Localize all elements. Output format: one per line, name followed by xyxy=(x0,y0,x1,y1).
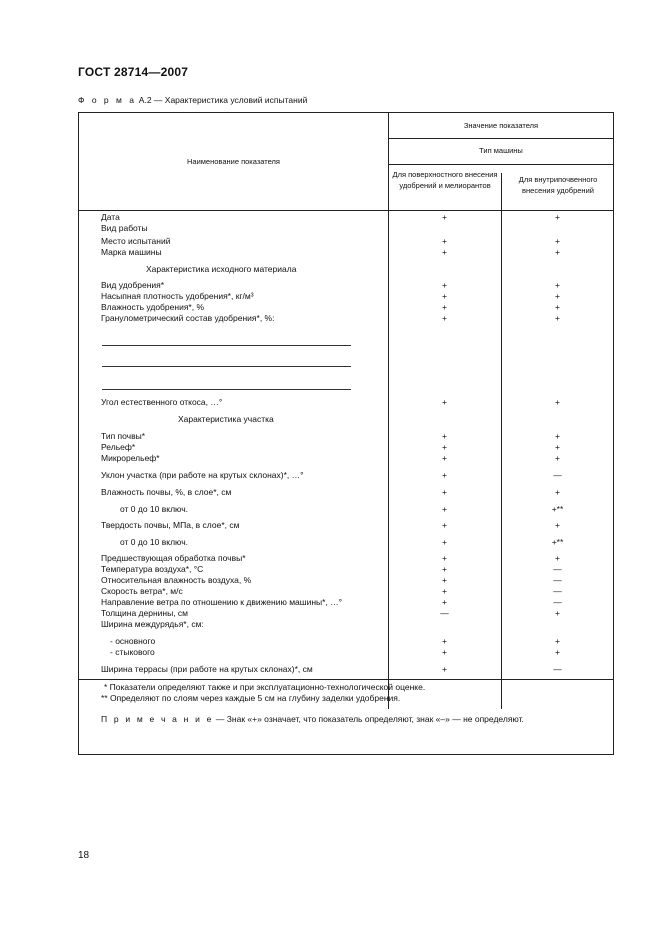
row-air-humidity-subsurface: — xyxy=(553,575,562,585)
row-label-wind-direction: Направление ветра по отношению к движению машины*, …° xyxy=(101,597,343,607)
row-label-work-type: Вид работы xyxy=(101,223,148,233)
row-label-date: Дата xyxy=(101,212,120,222)
row-row-spacing-main-subsurface: + xyxy=(555,636,560,646)
row-air-temperature-subsurface: — xyxy=(553,564,562,574)
row-label-row-spacing-joint: - стыкового xyxy=(110,647,155,657)
row-label-air-temperature: Температура воздуха*, °С xyxy=(101,564,204,574)
row-soil-moisture-layer-subsurface: +** xyxy=(551,504,564,514)
row-date-surface: + xyxy=(442,212,447,222)
row-soil-hardness-subsurface: + xyxy=(555,520,560,530)
row-fertilizer-type-surface: + xyxy=(442,280,447,290)
row-granulometric-surface: + xyxy=(442,313,447,323)
note-label: П р и м е ч а н и е xyxy=(101,714,214,724)
row-label-soil-type: Тип почвы* xyxy=(101,431,146,441)
row-label-turf-thickness: Толщина дернины, см xyxy=(101,608,189,618)
row-wind-speed-surface: + xyxy=(442,586,447,596)
row-label-soil-moisture-layer: от 0 до 10 включ. xyxy=(120,504,189,514)
row-row-spacing-joint-subsurface: + xyxy=(555,647,560,657)
row-label-granulometric: Гранулометрический состав удобрения*, %: xyxy=(101,313,275,323)
note-text: — Знак «+» означает, что показатель определяют, знак «–» — не определяют. xyxy=(213,714,524,724)
row-air-temperature-surface: + xyxy=(442,564,447,574)
document-title: ГОСТ 28714—2007 xyxy=(78,65,189,79)
row-label-terrace-width: Ширина террасы (при работе на крутых склонах)*, см xyxy=(101,664,313,674)
row-terrace-width-subsurface: — xyxy=(553,664,562,674)
header-subsurface-application: Для внутрипочвенного внесения удобрений xyxy=(518,175,598,195)
row-label-fertilizer-moisture: Влажность удобрения*, % xyxy=(101,302,205,312)
row-previous-tillage-subsurface: + xyxy=(555,553,560,563)
row-previous-tillage-surface: + xyxy=(442,553,447,563)
row-microrelief-subsurface: + xyxy=(555,453,560,463)
row-soil-hardness-layer-surface: + xyxy=(442,537,447,547)
footnote-single-star: * Показатели определяют также и при эксплуатационно-технологической оценке. xyxy=(104,682,426,692)
row-label-soil-hardness: Твердость почвы, МПа, в слое*, см xyxy=(101,520,240,530)
row-microrelief-surface: + xyxy=(442,453,447,463)
row-label-machine-brand: Марка машины xyxy=(101,247,162,257)
section-source-material: Характеристика исходного материала xyxy=(146,264,297,274)
blank-fill-line xyxy=(102,345,351,346)
form-label: Ф о р м а xyxy=(78,95,137,105)
conditions-table xyxy=(78,112,614,755)
footnote-double-star: ** Определяют по слоям через каждые 5 см на глубину заделки удобрения. xyxy=(101,693,401,703)
blank-fill-line xyxy=(102,389,351,390)
header-machine-type: Тип машины xyxy=(479,146,523,155)
row-bulk-density-subsurface: + xyxy=(555,291,560,301)
table-body-bottom-line xyxy=(79,679,614,680)
row-test-site-subsurface: + xyxy=(555,236,560,246)
row-wind-direction-surface: + xyxy=(442,597,447,607)
row-granulometric-subsurface: + xyxy=(555,313,560,323)
header-divider-value xyxy=(388,138,614,139)
row-soil-hardness-surface: + xyxy=(442,520,447,530)
section-plot: Характеристика участка xyxy=(178,414,274,424)
row-fertilizer-moisture-subsurface: + xyxy=(555,302,560,312)
row-machine-brand-surface: + xyxy=(442,247,447,257)
row-label-repose-angle: Угол естественного откоса, …° xyxy=(101,397,223,407)
row-turf-thickness-surface: — xyxy=(440,608,449,618)
row-fertilizer-type-subsurface: + xyxy=(555,280,560,290)
header-surface-application: Для поверхностного внесения удобрений и мелиорантов xyxy=(392,170,498,190)
row-date-subsurface: + xyxy=(555,212,560,222)
row-air-humidity-surface: + xyxy=(442,575,447,585)
column-divider-name xyxy=(388,113,389,709)
row-soil-moisture-subsurface: + xyxy=(555,487,560,497)
row-soil-moisture-layer-surface: + xyxy=(442,504,447,514)
row-label-wind-speed: Скорость ветра*, м/с xyxy=(101,586,183,596)
row-row-spacing-main-surface: + xyxy=(442,636,447,646)
row-relief-surface: + xyxy=(442,442,447,452)
row-soil-type-subsurface: + xyxy=(555,431,560,441)
row-bulk-density-surface: + xyxy=(442,291,447,301)
blank-fill-line xyxy=(102,366,351,367)
form-caption xyxy=(78,95,307,105)
row-test-site-surface: + xyxy=(442,236,447,246)
row-label-air-humidity: Относительная влажность воздуха, % xyxy=(101,575,252,585)
table-note xyxy=(101,714,524,725)
row-label-soil-moisture: Влажность почвы, %, в слое*, см xyxy=(101,487,232,497)
row-machine-brand-subsurface: + xyxy=(555,247,560,257)
row-row-spacing-joint-surface: + xyxy=(442,647,447,657)
header-divider-type xyxy=(388,164,614,165)
header-bottom-line xyxy=(79,210,614,211)
header-indicator-value: Значение показателя xyxy=(463,121,539,130)
row-label-fertilizer-type: Вид удобрения* xyxy=(101,280,165,290)
row-slope-surface: + xyxy=(442,470,447,480)
row-label-test-site: Место испытаний xyxy=(101,236,171,246)
row-label-soil-hardness-layer: от 0 до 10 включ. xyxy=(120,537,189,547)
row-label-slope: Уклон участка (при работе на крутых склонах)*, …° xyxy=(101,470,304,480)
header-indicator-name: Наименование показателя xyxy=(187,157,280,166)
page-number: 18 xyxy=(78,850,90,861)
row-label-row-spacing-main: - основного xyxy=(110,636,156,646)
row-relief-subsurface: + xyxy=(555,442,560,452)
row-wind-speed-subsurface: — xyxy=(553,586,562,596)
row-soil-type-surface: + xyxy=(442,431,447,441)
row-repose-angle-surface: + xyxy=(442,397,447,407)
form-caption-text: А.2 — Характеристика условий испытаний xyxy=(136,95,308,105)
row-label-relief: Рельеф* xyxy=(101,442,136,452)
row-label-bulk-density: Насыпная плотность удобрения*, кг/м³ xyxy=(101,291,254,301)
row-label-microrelief: Микрорельеф* xyxy=(101,453,160,463)
row-turf-thickness-subsurface: + xyxy=(555,608,560,618)
row-terrace-width-surface: + xyxy=(442,664,447,674)
row-slope-subsurface: — xyxy=(553,470,562,480)
row-fertilizer-moisture-surface: + xyxy=(442,302,447,312)
row-wind-direction-subsurface: — xyxy=(553,597,562,607)
row-label-row-spacing: Ширина междурядья*, см: xyxy=(101,619,204,629)
row-soil-hardness-layer-subsurface: +** xyxy=(551,537,564,547)
row-label-previous-tillage: Предшествующая обработка почвы* xyxy=(101,553,246,563)
row-repose-angle-subsurface: + xyxy=(555,397,560,407)
row-soil-moisture-surface: + xyxy=(442,487,447,497)
